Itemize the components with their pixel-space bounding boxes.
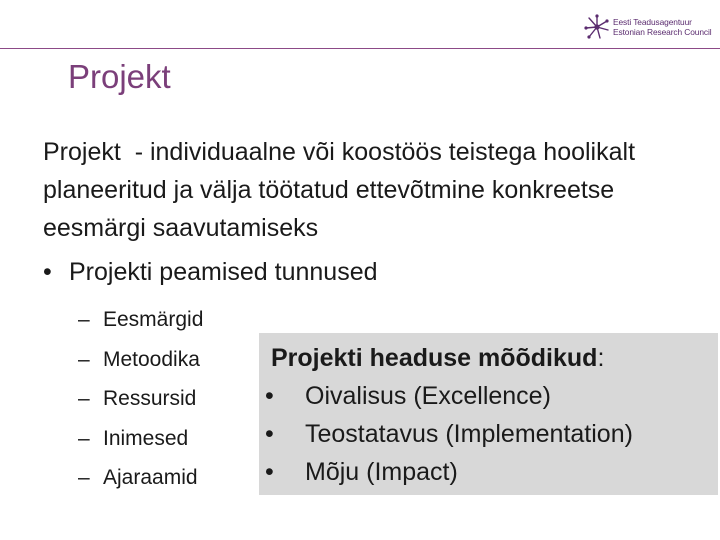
box-list <box>265 377 633 491</box>
bullet-glyph: • <box>265 420 274 448</box>
box-title-tail: : <box>597 344 605 372</box>
definition-text: - individuaalne või koostöös teistega hoolikalt planeeritud ja välja töötatud ettevõtmine konkreetse eesmärgi saavutamiseks <box>43 138 642 242</box>
sub-bullet-item <box>78 379 203 419</box>
bullet-text: Projekti peamised tunnused <box>69 258 378 286</box>
box-title-bold: Projekti headuse mõõdikud <box>271 344 598 372</box>
quality-criteria-box <box>259 333 718 495</box>
definition-paragraph <box>43 133 713 247</box>
box-list-item <box>265 453 633 491</box>
sub-bullet-text: Ressursid <box>103 387 197 410</box>
dash-glyph: – <box>78 466 90 489</box>
main-bullet <box>43 253 378 291</box>
dash-glyph: – <box>78 426 90 450</box>
sub-bullet-text: Inimesed <box>103 426 189 450</box>
header-rule <box>0 48 720 49</box>
sub-bullet-text: Metoodika <box>103 347 200 371</box>
bullet-glyph: • <box>265 382 274 410</box>
dash-glyph: – <box>78 347 90 371</box>
box-list-item <box>265 415 633 453</box>
logo-text <box>613 17 712 37</box>
organization-logo <box>584 14 712 40</box>
sub-bullet-item <box>78 458 203 498</box>
sub-bullet-item <box>78 340 203 380</box>
definition-term: Projekt <box>43 138 121 166</box>
logo-line-english: Estonian Research Council <box>613 27 712 37</box>
box-item-text: Oivalisus (Excellence) <box>305 382 551 410</box>
sub-bullet-item <box>78 419 203 459</box>
sub-bullet-item <box>78 300 203 340</box>
sub-bullet-text: Eesmärgid <box>103 308 204 331</box>
sub-bullet-text: Ajaraamid <box>103 466 198 489</box>
slide-title: Projekt <box>68 58 171 95</box>
box-list-item <box>265 377 633 415</box>
bullet-glyph: • <box>265 458 274 486</box>
star-burst-logo-icon <box>584 14 610 40</box>
box-title <box>271 341 604 375</box>
box-item-text: Mõju (Impact) <box>305 458 458 486</box>
dash-glyph: – <box>78 308 90 331</box>
dash-glyph: – <box>78 387 90 410</box>
sub-bullet-list <box>78 300 203 498</box>
box-item-text: Teostatavus (Implementation) <box>305 420 633 448</box>
logo-line-estonian: Eesti Teadusagentuur <box>613 17 692 27</box>
bullet-glyph: • <box>43 258 52 286</box>
